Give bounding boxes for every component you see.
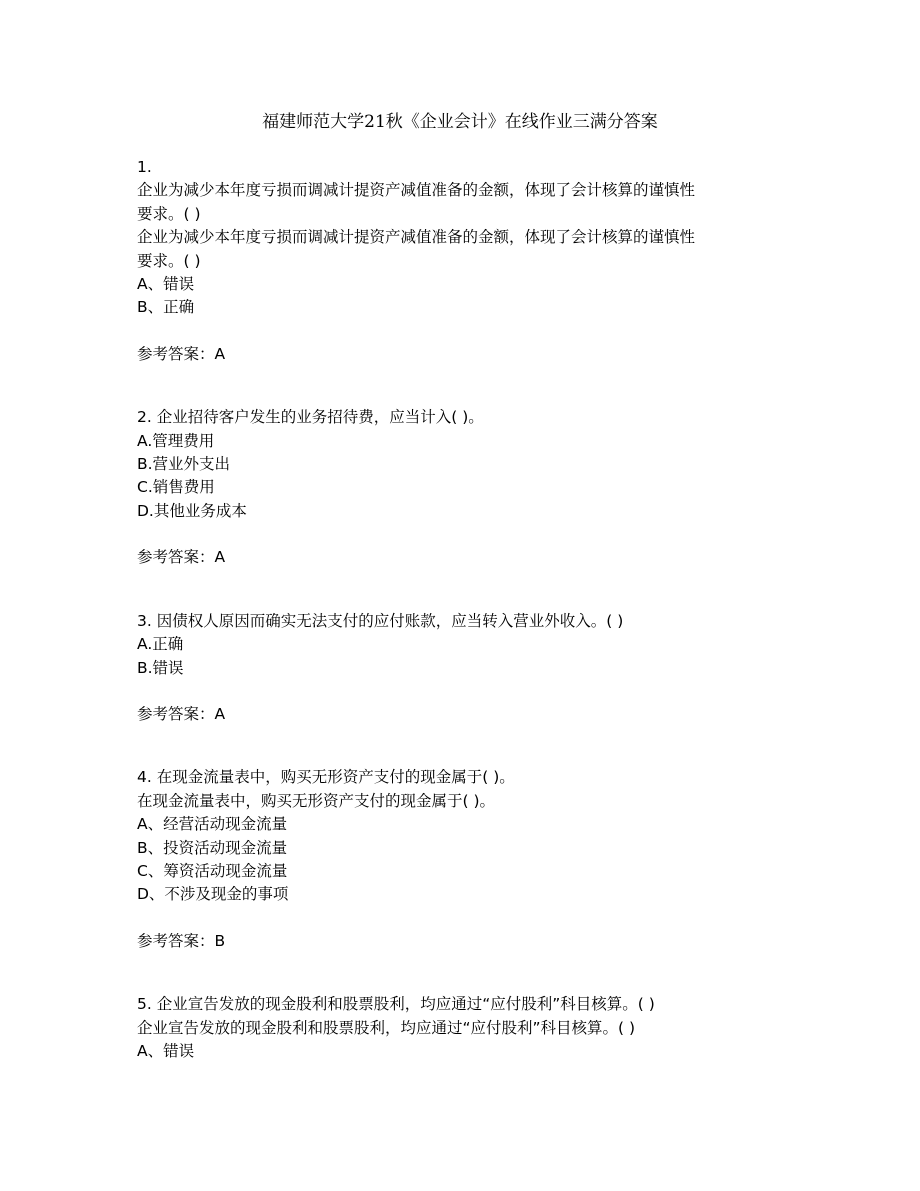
question-5-option-a: A、错误 xyxy=(137,1041,195,1060)
question-3-text: 3. 因债权人原因而确实无法支付的应付账款，应当转入营业外收入。( ) xyxy=(137,611,624,630)
question-1-text-line-1: 企业为减少本年度亏损而调减计提资产减值准备的金额，体现了会计核算的谨慎性 xyxy=(137,181,696,200)
question-5-text: 5. 企业宣告发放的现金股利和股票股利，均应通过“应付股利”科目核算。( ) xyxy=(137,995,655,1014)
question-1-answer: 参考答案：A xyxy=(137,344,226,363)
question-1-option-b: B、正确 xyxy=(137,298,195,317)
question-2-option-d: D.其他业务成本 xyxy=(137,501,247,520)
question-2-text: 2. 企业招待客户发生的业务招待费，应当计入( )。 xyxy=(137,408,484,427)
question-4-option-b: B、投资活动现金流量 xyxy=(137,838,288,857)
question-4 xyxy=(137,766,837,953)
question-2-option-b: B.营业外支出 xyxy=(137,455,231,474)
question-1-option-a: A、错误 xyxy=(137,275,195,294)
question-2 xyxy=(137,406,837,569)
question-5-repeat: 企业宣告发放的现金股利和股票股利，均应通过“应付股利”科目核算。( ) xyxy=(137,1018,636,1037)
question-2-answer: 参考答案：A xyxy=(137,548,226,567)
question-1-number: 1. xyxy=(137,158,152,176)
question-list xyxy=(137,156,837,1063)
question-1 xyxy=(137,156,837,366)
question-4-option-d: D、不涉及现金的事项 xyxy=(137,885,289,904)
question-3 xyxy=(137,610,837,727)
question-1-repeat-line-2: 要求。( ) xyxy=(137,251,201,270)
question-3-answer: 参考答案：A xyxy=(137,704,226,723)
question-4-text: 4. 在现金流量表中，购买无形资产支付的现金属于( )。 xyxy=(137,768,515,787)
document-title: 福建师范大学21秋《企业会计》在线作业三满分答案 xyxy=(262,112,658,132)
question-4-repeat: 在现金流量表中，购买无形资产支付的现金属于( )。 xyxy=(137,791,496,810)
question-1-text-line-2: 要求。( ) xyxy=(137,204,201,223)
question-4-answer: 参考答案：B xyxy=(137,931,226,950)
question-1-repeat-line-1: 企业为减少本年度亏损而调减计提资产减值准备的金额，体现了会计核算的谨慎性 xyxy=(137,228,696,247)
question-3-option-b: B.错误 xyxy=(137,658,184,677)
question-2-option-c: C.销售费用 xyxy=(137,478,215,497)
question-3-option-a: A.正确 xyxy=(137,635,184,654)
question-5 xyxy=(137,993,837,1063)
question-2-option-a: A.管理费用 xyxy=(137,431,215,450)
question-4-option-c: C、筹资活动现金流量 xyxy=(137,861,288,880)
question-4-option-a: A、经营活动现金流量 xyxy=(137,815,288,834)
